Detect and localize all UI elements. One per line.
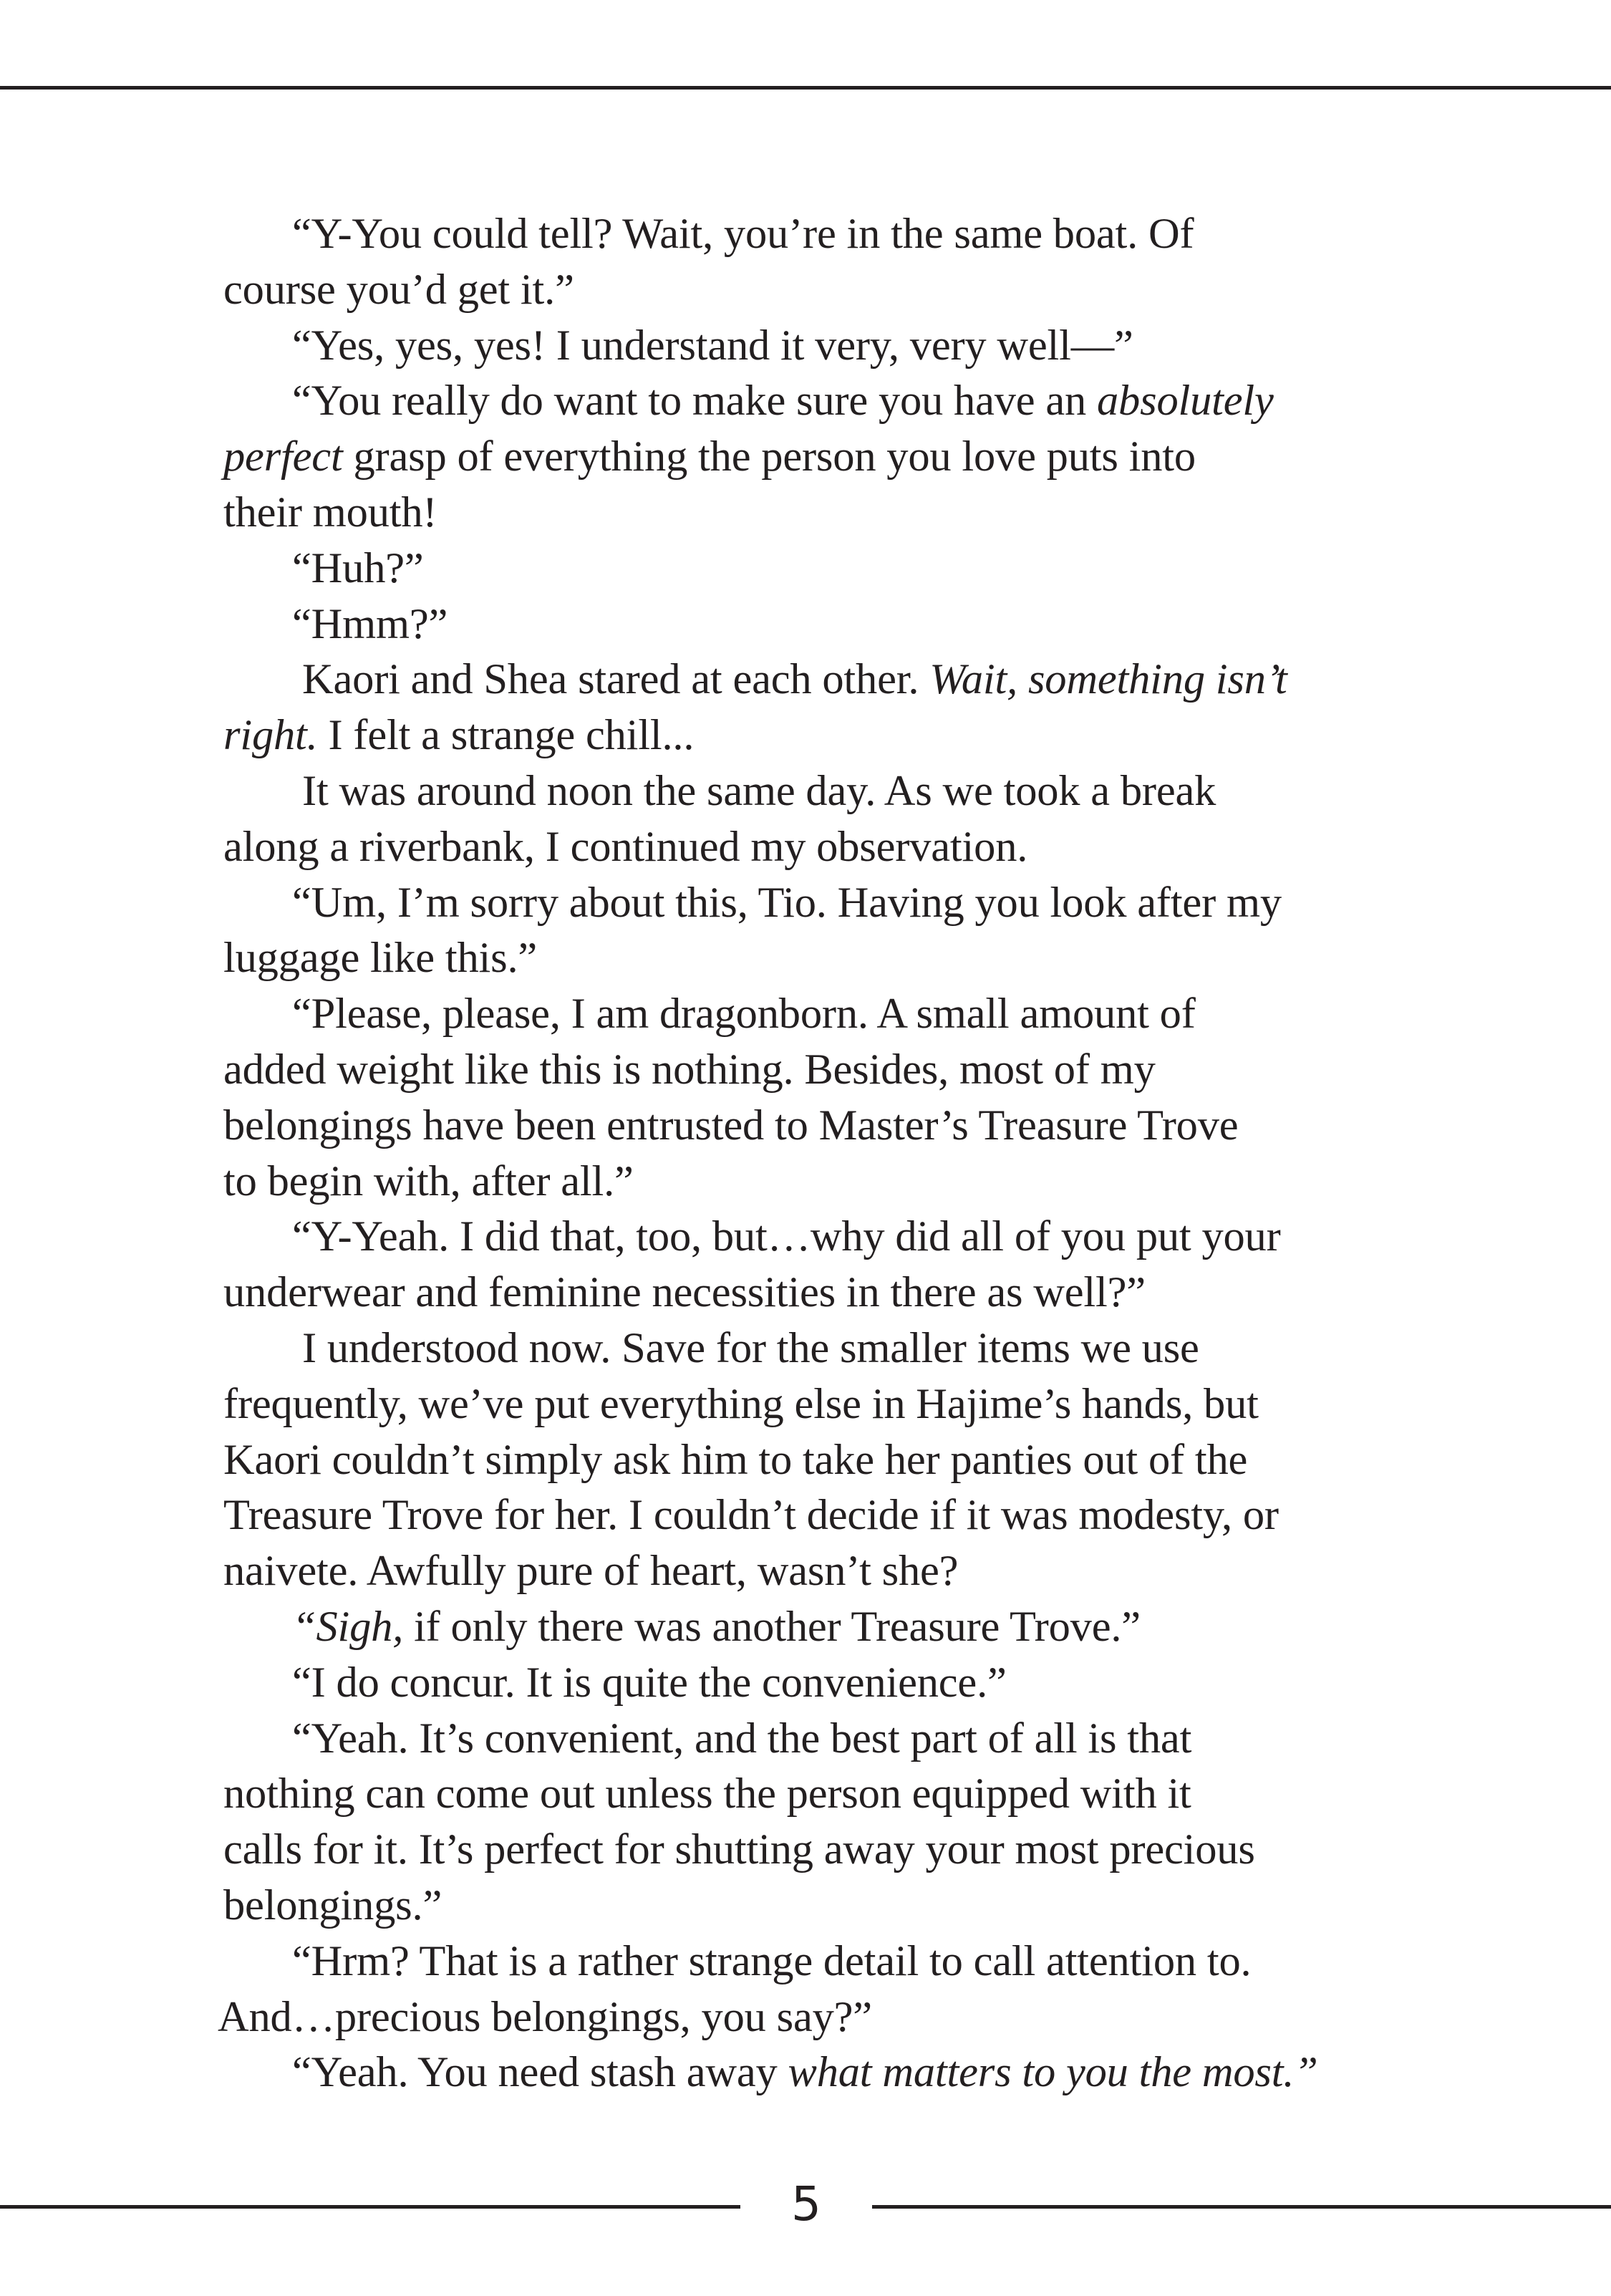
text-segment: “Hrm? That is a rather strange detail to call attention to. xyxy=(292,1936,1252,1985)
text-segment-italic: Wait, something isn’t xyxy=(929,655,1287,704)
text-segment: “Yeah. It’s convenient, and the best part of all is that xyxy=(292,1714,1192,1762)
text-line xyxy=(223,1655,1441,1711)
text-segment: “Y-You could tell? Wait, you’re in the same boat. Of xyxy=(292,210,1194,258)
text-segment-italic: perfect xyxy=(223,433,343,481)
text-segment: It was around noon the same day. As we took a break xyxy=(302,766,1216,815)
text-segment: frequently, we’ve put everything else in Hajime’s hands, but xyxy=(223,1379,1259,1428)
text-line xyxy=(223,2045,1441,2100)
text-line xyxy=(223,429,1441,485)
text-line xyxy=(223,708,1441,763)
text-segment: if only there was another Treasure Trove.” xyxy=(403,1602,1141,1651)
text-segment: “Yes, yes, yes! I understand it very, very well—” xyxy=(292,321,1133,370)
text-segment: “You really do want to make sure you have an xyxy=(292,377,1097,425)
text-segment: Kaori and Shea stared at each other. xyxy=(302,655,930,704)
text-line xyxy=(223,875,1441,931)
text-line xyxy=(223,485,1441,541)
text-segment: nothing can come out unless the person equipped with it xyxy=(223,1770,1191,1818)
text-segment: “Please, please, I am dragonborn. A small amount of xyxy=(292,990,1196,1038)
text-line xyxy=(223,652,1441,708)
text-line xyxy=(223,1543,1441,1599)
text-segment: along a riverbank, I continued my observation. xyxy=(223,822,1028,871)
text-line xyxy=(223,262,1441,318)
text-line xyxy=(223,1711,1441,1767)
text-segment: And…precious belongings, you say?” xyxy=(218,1992,872,2041)
text-segment: belongings have been entrusted to Master’s Treasure Trove xyxy=(223,1101,1239,1149)
text-segment: Kaori couldn’t simply ask him to take her panties out of the xyxy=(223,1435,1248,1484)
text-segment: I felt a strange chill... xyxy=(317,711,695,760)
text-line xyxy=(223,1376,1441,1432)
text-segment: course you’d get it.” xyxy=(223,265,574,314)
page-number: 5 xyxy=(791,2176,821,2232)
text-segment-italic: “Sigh, xyxy=(292,1602,404,1651)
text-line xyxy=(223,1487,1441,1543)
text-segment: “I do concur. It is quite the convenience.” xyxy=(292,1658,1007,1707)
text-segment: their mouth! xyxy=(223,488,437,536)
text-line xyxy=(223,930,1441,986)
text-line xyxy=(223,1321,1441,1376)
text-line xyxy=(223,986,1441,1042)
text-segment: underwear and feminine necessities in there as well?” xyxy=(223,1268,1146,1317)
text-segment: grasp of everything the person you love puts into xyxy=(342,433,1196,481)
text-segment: Treasure Trove for her. I couldn’t decide if it was modesty, or xyxy=(223,1491,1279,1540)
text-line xyxy=(218,1989,1441,2045)
text-segment: “Y-Yeah. I did that, too, but…why did all of you put your xyxy=(292,1212,1281,1261)
text-line xyxy=(223,1432,1441,1488)
text-segment: “Um, I’m sorry about this, Tio. Having you look after my xyxy=(292,878,1282,927)
text-line xyxy=(223,373,1441,429)
text-segment-italic: what matters to you the most.” xyxy=(788,2048,1318,2097)
text-line xyxy=(223,763,1441,819)
text-line xyxy=(223,541,1441,597)
text-line xyxy=(223,1822,1441,1878)
text-segment-italic: right. xyxy=(223,711,318,760)
text-segment: calls for it. It’s perfect for shutting away your most precious xyxy=(223,1825,1255,1874)
body-text xyxy=(218,206,1441,2100)
text-segment: naivete. Awfully pure of heart, wasn’t she? xyxy=(223,1547,959,1596)
top-rule xyxy=(0,86,1611,90)
text-line xyxy=(223,1042,1441,1098)
text-segment: added weight like this is nothing. Besides, most of my xyxy=(223,1045,1156,1094)
text-segment: “Huh?” xyxy=(292,544,424,592)
text-line xyxy=(223,1209,1441,1265)
text-line xyxy=(223,318,1441,374)
text-line xyxy=(223,206,1441,262)
text-line xyxy=(223,1766,1441,1822)
footer-rule-left xyxy=(0,2205,740,2209)
text-segment: “Yeah. You need stash away xyxy=(292,2048,788,2097)
text-segment: to begin with, after all.” xyxy=(223,1157,634,1205)
text-segment-italic: absolutely xyxy=(1097,377,1274,425)
text-segment: luggage like this.” xyxy=(223,934,538,983)
text-line xyxy=(223,1154,1441,1210)
text-line xyxy=(223,1098,1441,1154)
text-line xyxy=(223,819,1441,875)
text-line xyxy=(223,597,1441,652)
text-line xyxy=(223,1599,1441,1655)
text-segment: I understood now. Save for the smaller items we use xyxy=(302,1323,1199,1372)
text-segment: “Hmm?” xyxy=(292,599,448,648)
text-line xyxy=(223,1265,1441,1321)
text-line xyxy=(223,1934,1441,1989)
text-line xyxy=(223,1878,1441,1934)
text-segment: belongings.” xyxy=(223,1881,442,1929)
footer-rule-right xyxy=(872,2205,1611,2209)
